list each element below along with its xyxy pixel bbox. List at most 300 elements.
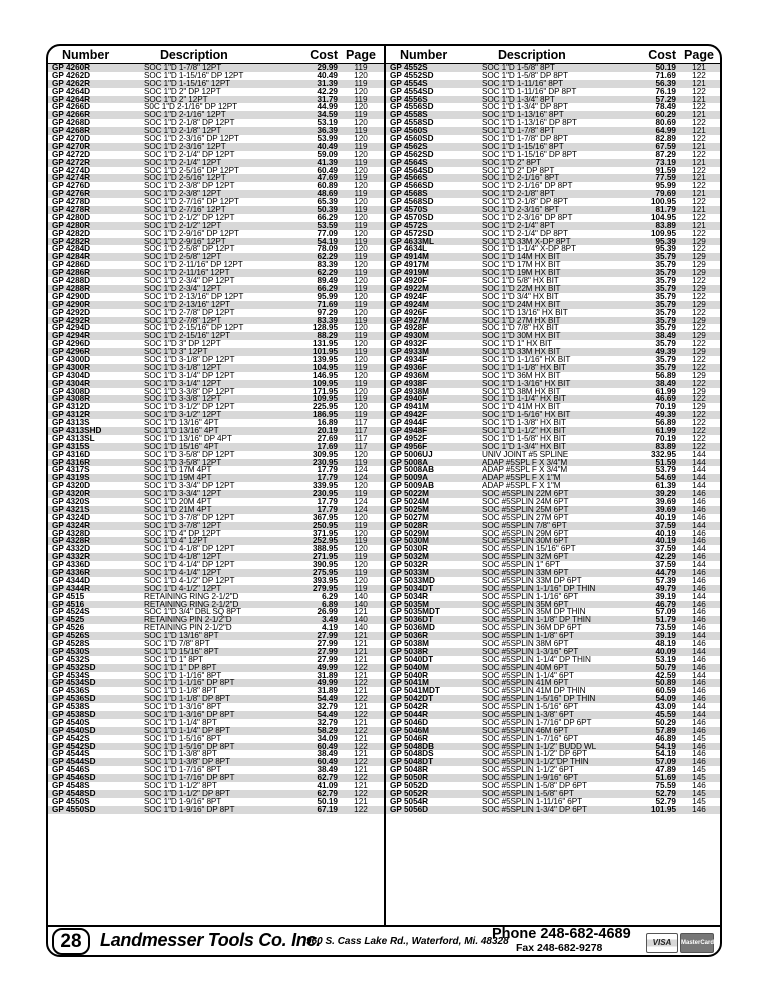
part-number: GP 4320D [52, 482, 91, 491]
header-number: Number [62, 48, 110, 62]
part-number: GP 4286R [52, 269, 91, 278]
part-description: SOC 1"D 13/16" HX BIT [482, 308, 568, 317]
part-cost: 35.79 [655, 283, 676, 293]
catalog-page-ref: 146 [692, 654, 706, 664]
part-cost: 58.29 [317, 725, 338, 735]
part-description: SOC 1"D 1-3/4" 8PT [482, 95, 555, 104]
part-number: GP 5029M [390, 529, 429, 538]
catalog-page-ref: 146 [692, 552, 706, 562]
part-description: SOC 1"D 4-1/2" 12PT [144, 584, 222, 593]
catalog-page-ref: 146 [692, 536, 706, 546]
part-number: GP 4321S [52, 505, 90, 514]
part-number: GP 4294R [52, 332, 91, 341]
part-number: GP 4316R [52, 458, 91, 467]
part-description: SOC #5SPLIN 1-1/2" 6PT [482, 766, 574, 775]
catalog-page-ref: 120 [354, 149, 368, 159]
part-cost: 40.49 [317, 70, 338, 80]
catalog-page-ref: 140 [354, 615, 368, 625]
part-cost: 17.79 [317, 504, 338, 514]
catalog-page-ref: 129 [692, 347, 706, 357]
part-description: SOC #5SPLIN 1-1/8" 6PT [482, 632, 574, 641]
part-description: SOC 1"D 4" 12PT [144, 537, 208, 546]
part-cost: 97.29 [317, 307, 338, 317]
part-cost: 73.19 [655, 157, 676, 167]
part-number: GP 4344D [52, 576, 91, 585]
part-cost: 61.39 [655, 481, 676, 491]
part-number: GP 4534SD [52, 679, 96, 688]
part-description: SOC 1"D 1-1/4" X-DP 8PT [482, 245, 576, 254]
part-description: SOC 1"D 19M HX BIT [482, 269, 561, 278]
catalog-page-ref: 117 [354, 441, 368, 451]
part-cost: 70.19 [655, 433, 676, 443]
part-description: SOC 1"D 1-5/16" DP 8PT [144, 742, 235, 751]
part-number: GP 4290R [52, 300, 91, 309]
part-number: GP 4288R [52, 284, 91, 293]
part-description: RETAINING PIN 2-1/2"D [144, 616, 232, 625]
page-number: 28 [52, 928, 90, 955]
part-number: GP 5048DB [390, 742, 434, 751]
part-cost: 41.09 [317, 781, 338, 791]
catalog-page-ref: 121 [692, 126, 706, 136]
part-description: SOC #5SPLIN 1-7/16" 6PT [482, 734, 579, 743]
part-description: SOC 1"D 2-5/8" DP 12PT [144, 245, 235, 254]
part-description: SOC 1"D 2-13/16" 12PT [144, 300, 231, 309]
part-cost: 100.95 [650, 197, 676, 207]
part-description: SOC 1"D 2-5/16" DP 12PT [144, 166, 239, 175]
part-description: SOC 1"D 1-3/16" HX BIT [482, 379, 571, 388]
part-cost: 62.29 [317, 252, 338, 262]
part-cost: 37.59 [655, 544, 676, 554]
part-description: SOC 1"D 13/16" DP 4PT [144, 434, 232, 443]
part-description: SOC #5SPLIN 1-5/16" 6PT [482, 703, 579, 712]
part-description: SOC 1"D 1-7/16" 8PT [144, 766, 222, 775]
part-number: GP 4316D [52, 450, 91, 459]
part-number: GP 4560S [390, 127, 428, 136]
part-number: GP 4914M [390, 253, 429, 262]
part-cost: 71.69 [317, 299, 338, 309]
catalog-page-ref: 144 [692, 449, 706, 459]
phone-number: Phone 248-682-4689 [492, 926, 631, 942]
part-number: GP 5040DT [390, 655, 434, 664]
part-number: GP 4538S [52, 703, 90, 712]
part-cost: 88.29 [317, 331, 338, 341]
part-cost: 51.69 [655, 773, 676, 783]
part-cost: 78.49 [655, 102, 676, 112]
part-number: GP 5044R [390, 711, 429, 719]
catalog-page-ref: 144 [692, 457, 706, 467]
part-cost: 51.79 [655, 615, 676, 625]
part-number: GP 4528S [52, 640, 90, 648]
catalog-page-ref: 121 [354, 607, 368, 617]
part-cost: 50.89 [655, 678, 676, 688]
part-number: GP 4308R [52, 395, 91, 404]
part-description: SOC 1"D 2" DP 8PT [482, 166, 555, 175]
catalog-page-ref: 146 [692, 623, 706, 633]
part-description: SOC 1"D 1-1/8" DP 8PT [144, 695, 230, 704]
part-cost: 101.95 [650, 804, 676, 814]
catalog-page-ref: 120 [354, 339, 368, 349]
part-number: GP 4542S [52, 734, 90, 743]
catalog-page-ref: 122 [692, 165, 706, 175]
part-cost: 61.99 [655, 425, 676, 435]
catalog-page-ref: 119 [354, 568, 368, 577]
part-cost: 54.69 [655, 473, 676, 483]
part-description: SOC #5SPLIN 1" 6PT [482, 561, 561, 569]
catalog-page-ref: 120 [354, 212, 368, 222]
part-number: GP 4556S [390, 95, 428, 104]
catalog-page-ref: 121 [354, 631, 368, 641]
part-cost: 40.49 [317, 141, 338, 151]
part-cost: 250.95 [312, 520, 338, 530]
part-description: SOC 1"D 7/8" HX BIT [482, 324, 559, 333]
part-description: SOC 1"D 4-1/8" 12PT [144, 553, 222, 562]
catalog-page-ref: 144 [692, 544, 706, 554]
part-description: SOC 1"D 17M 4PT [144, 466, 212, 475]
left-table-body [48, 64, 385, 814]
part-cost: 279.95 [312, 583, 338, 593]
part-description: SOC #5SPLIN 1-7/16" DP 6PT [482, 718, 592, 727]
part-cost: 42.29 [655, 552, 676, 562]
catalog-page-ref: 121 [354, 796, 368, 806]
part-cost: 65.39 [317, 197, 338, 207]
catalog-page-ref: 122 [692, 70, 706, 80]
part-number: GP 5046M [390, 726, 429, 735]
part-description: SOC #5SPLIN 40M 6PT [482, 663, 569, 672]
catalog-page-ref: 140 [354, 591, 368, 601]
part-number: GP 4532SD [52, 663, 96, 672]
part-number: GP 4328D [52, 529, 91, 538]
part-cost: 79.69 [655, 189, 676, 199]
part-cost: 40.09 [655, 646, 676, 656]
catalog-page-ref: 122 [692, 354, 706, 364]
part-description: SOC 1"D 1-1/4" DP 8PT [144, 726, 230, 735]
part-number: GP 4308D [52, 387, 91, 396]
part-number: GP 4324D [52, 513, 91, 522]
part-cost: 89.49 [317, 276, 338, 286]
part-cost: 109.95 [312, 378, 338, 388]
catalog-page-ref: 145 [692, 733, 706, 743]
catalog-page-ref: 129 [692, 268, 706, 278]
catalog-page-ref: 119 [354, 347, 368, 357]
part-cost: 95.39 [655, 236, 676, 246]
part-description: SOC 1"D 2-5/8" 12PT [144, 253, 222, 262]
part-description: RETAINING RING 2-1/2"D [144, 592, 239, 601]
part-description: SOC 1"D 3-7/8" 12PT [144, 521, 222, 530]
catalog-page-ref: 145 [692, 788, 706, 798]
part-description: SOC 1"D 24M HX BIT [482, 300, 561, 309]
part-number: GP 4552S [390, 64, 428, 72]
part-number: GP 5052R [390, 789, 429, 798]
part-number: GP 4920F [390, 277, 428, 285]
part-description: SOC 1"D 1-5/16" HX BIT [482, 411, 571, 420]
part-number: GP 4274D [52, 166, 91, 175]
part-cost: 66.29 [317, 212, 338, 222]
part-cost: 50.29 [655, 717, 676, 727]
part-cost: 56.89 [655, 370, 676, 380]
part-number: GP 4536S [52, 687, 90, 696]
catalog-page-ref: 119 [354, 410, 368, 420]
part-description: SOC 1"D 4-1/4" 12PT [144, 569, 222, 577]
catalog-page-ref: 119 [354, 126, 368, 136]
part-number: GP 4560SD [390, 135, 434, 143]
catalog-page-ref: 120 [354, 575, 368, 585]
part-description: SOC #5SPLIN 33M 6PT [482, 569, 569, 577]
part-cost: 53.79 [655, 465, 676, 475]
mastercard-icon: MasterCard [680, 933, 714, 953]
catalog-page-ref: 129 [692, 283, 706, 293]
part-description: SOC 1"D 1-1/4" 8PT [144, 718, 217, 727]
part-description: SOC #5SPLIN 25M 6PT [482, 505, 569, 514]
part-description: RETAINING RING 2-1/2"D [144, 600, 239, 609]
part-description: UNIV JOINT #5 SPLINE [482, 450, 569, 459]
part-cost: 225.95 [312, 402, 338, 412]
catalog-page-ref: 120 [354, 528, 368, 538]
part-cost: 104.95 [312, 362, 338, 372]
catalog-page-ref: 144 [692, 670, 706, 680]
catalog-page-ref: 119 [354, 283, 368, 293]
part-number: GP 5041M [390, 679, 429, 688]
part-number: GP 4568S [390, 190, 428, 199]
part-description: SOC #5SPLIN 7/8" 6PT [482, 521, 567, 530]
catalog-page-ref: 124 [354, 496, 368, 506]
part-cost: 60.49 [317, 165, 338, 175]
part-number: GP 4924M [390, 300, 429, 309]
catalog-page-ref: 120 [354, 560, 368, 570]
part-description: SOC 1"D 1-3/4" HX BIT [482, 442, 566, 451]
part-description: SOC 1"D 19M 4PT [144, 474, 212, 483]
part-description: SOC 1"D 2" 8PT [482, 158, 542, 167]
part-cost: 76.19 [655, 86, 676, 96]
part-cost: 16.89 [317, 418, 338, 428]
catalog-page-ref: 120 [354, 449, 368, 459]
header-cost: Cost [648, 48, 676, 62]
part-number: GP 5042R [390, 703, 429, 712]
part-description: SOC 1"D 1-1/8" 8PT [144, 687, 217, 696]
catalog-page-ref: 121 [354, 749, 368, 759]
part-cost: 82.89 [655, 134, 676, 144]
part-description: SOC #5SPLIN 1-5/8" 6PT [482, 789, 574, 798]
part-cost: 59.09 [317, 149, 338, 159]
part-number: GP 4336R [52, 569, 91, 577]
catalog-page-ref: 146 [692, 607, 706, 617]
catalog-page-ref: 122 [692, 149, 706, 159]
catalog-page-ref: 121 [354, 639, 368, 649]
visa-card-icon: VISA [646, 933, 678, 953]
part-number: GP 4536SD [52, 695, 96, 704]
part-number: GP 4562S [390, 142, 428, 151]
part-cost: 35.79 [655, 276, 676, 286]
catalog-page-ref: 120 [354, 86, 368, 96]
part-cost: 332.95 [650, 449, 676, 459]
part-cost: 39.29 [655, 489, 676, 499]
catalog-page-ref: 119 [354, 268, 368, 278]
part-number: GP 5030M [390, 537, 429, 546]
catalog-page-ref: 145 [692, 796, 706, 806]
part-cost: 95.99 [317, 291, 338, 301]
part-description: SOC 1"D 3" 12PT [144, 348, 208, 356]
part-cost: 39.69 [655, 504, 676, 514]
part-cost: 46.79 [655, 599, 676, 609]
part-cost: 38.49 [655, 331, 676, 341]
catalog-page-ref: 119 [354, 378, 368, 388]
part-number: GP 4312D [52, 403, 91, 412]
part-description: SOC 1"D 2-3/8" DP 12PT [144, 182, 235, 191]
part-cost: 53.19 [655, 654, 676, 664]
part-description: SOC 1"D 1-5/8" 8PT [482, 64, 555, 72]
part-number: GP 4272R [52, 158, 91, 167]
part-description: SOC 1"D 2-11/16" DP 12PT [144, 261, 243, 270]
part-number: GP 5041MDT [390, 687, 440, 696]
part-cost: 95.99 [655, 181, 676, 191]
catalog-page-ref: 146 [692, 741, 706, 751]
catalog-page-ref: 144 [692, 465, 706, 475]
part-number: GP 5008AB [390, 466, 434, 475]
catalog-page-ref: 140 [354, 599, 368, 609]
part-number: GP 4538SD [52, 711, 96, 719]
catalog-page-ref: 122 [354, 757, 368, 767]
part-cost: 75.59 [655, 781, 676, 791]
part-description: SOC 1"D 1-1/8" HX BIT [482, 363, 566, 372]
catalog-page-ref: 120 [354, 244, 368, 254]
part-cost: 49.99 [317, 662, 338, 672]
part-description: SOC #5SPLIN 1-5/8" DP 6PT [482, 782, 587, 790]
part-cost: 83.39 [317, 260, 338, 270]
part-number: GP 4270R [52, 142, 91, 151]
part-number: GP 5032R [390, 561, 429, 569]
part-cost: 52.79 [655, 788, 676, 798]
part-number: GP 4300R [52, 363, 91, 372]
part-description: SOC 1"D 20M 4PT [144, 497, 212, 506]
part-number: GP 4540SD [52, 726, 96, 735]
part-cost: 35.79 [655, 268, 676, 278]
part-number: GP 4276D [52, 182, 91, 191]
part-description: SOC #5SPLIN 35M DP THIN [482, 608, 586, 617]
part-number: GP 5038R [390, 647, 429, 656]
catalog-page-ref: 129 [692, 331, 706, 341]
catalog-page-ref: 121 [354, 781, 368, 791]
part-cost: 60.59 [655, 686, 676, 696]
part-number: GP 4558S [390, 111, 428, 120]
part-cost: 36.39 [317, 126, 338, 136]
part-cost: 38.49 [317, 749, 338, 759]
part-number: GP 4344R [52, 584, 91, 593]
part-number: GP 4932F [390, 340, 428, 349]
part-cost: 67.19 [317, 804, 338, 814]
part-description: SOC 1"D 5/8" HX BIT [482, 277, 559, 285]
part-number: GP 4562SD [390, 150, 434, 159]
part-cost: 95.39 [655, 244, 676, 254]
catalog-page-ref: 122 [692, 433, 706, 443]
part-cost: 31.79 [317, 94, 338, 104]
part-description: SOC 1"D 2-1/8" 12PT [144, 127, 222, 136]
part-cost: 35.79 [655, 354, 676, 364]
catalog-page-ref: 122 [354, 741, 368, 751]
part-description: SOC 1"D 2-9/16" 12PT [144, 237, 226, 246]
part-cost: 54.19 [655, 741, 676, 751]
part-description: SOC 1"D 1-15/16" 8PT [482, 142, 564, 151]
part-description: SOC 1"D 3-3/8" DP 12PT [144, 387, 235, 396]
part-description: SOC 1"D 2-1/4" DP 12PT [144, 150, 235, 159]
part-cost: 309.95 [312, 449, 338, 459]
catalog-page-ref: 119 [354, 315, 368, 325]
part-description: SOC #5SPLIN 1-3/16" 6PT [482, 647, 579, 656]
part-cost: 40.19 [655, 512, 676, 522]
part-cost: 6.89 [322, 599, 338, 609]
catalog-page-ref: 144 [692, 560, 706, 570]
part-cost: 230.95 [312, 457, 338, 467]
part-description: SOC 1"D 1-9/16" DP 8PT [144, 805, 235, 814]
catalog-page-ref: 120 [354, 291, 368, 301]
part-number: GP 4922M [390, 284, 429, 293]
left-column [48, 46, 385, 925]
catalog-page-ref: 122 [692, 86, 706, 96]
part-cost: 45.59 [655, 710, 676, 720]
catalog-page-ref: 120 [354, 402, 368, 412]
catalog-page-ref: 122 [692, 323, 706, 333]
part-number: GP 4544S [52, 750, 90, 759]
part-cost: 57.29 [655, 94, 676, 104]
part-cost: 83.39 [317, 315, 338, 325]
catalog-page-ref: 117 [354, 433, 368, 443]
part-number: GP 4634L [390, 245, 428, 254]
left-header-row [48, 46, 385, 64]
part-cost: 230.95 [312, 489, 338, 499]
part-description: SOC #5SPLIN 27M 6PT [482, 513, 569, 522]
catalog-page-ref: 119 [354, 110, 368, 120]
part-number: GP 4919M [390, 269, 429, 278]
catalog-page-ref: 119 [354, 220, 368, 230]
part-description: SOC 1"D 1-5/8" HX BIT [482, 434, 566, 443]
company-address: 960 S. Cass Lake Rd., Waterford, Mi. 48328 [306, 936, 509, 947]
catalog-page-ref: 120 [354, 181, 368, 191]
part-cost: 61.99 [655, 386, 676, 396]
part-number: GP 4936M [390, 371, 429, 380]
part-description: SOC 1"D 1-3/8" 8PT [144, 750, 217, 759]
catalog-page-ref: 129 [692, 299, 706, 309]
catalog-page-ref: 121 [692, 141, 706, 151]
part-cost: 49.39 [655, 410, 676, 420]
part-number: GP 4284R [52, 253, 91, 262]
part-number: GP 5035MDT [390, 608, 440, 617]
catalog-page-ref: 119 [354, 457, 368, 467]
part-description: SOC 1"D 3-1/2" 12PT [144, 411, 222, 420]
header-cost: Cost [310, 48, 338, 62]
catalog-page-ref: 120 [354, 260, 368, 270]
part-description: SOC 1"D 36M HX BIT [482, 371, 561, 380]
catalog-page-ref: 119 [354, 63, 368, 72]
catalog-page-ref: 146 [692, 662, 706, 672]
part-description: ADAP #5SPL F X 3/4"M [482, 458, 568, 467]
part-number: GP 5006UJ [390, 450, 433, 459]
catalog-page-ref: 146 [692, 804, 706, 814]
part-number: GP 4564SD [390, 166, 434, 175]
part-number: GP 4546SD [52, 774, 96, 783]
part-description: SOC 1"D 15/16" 4PT [144, 442, 219, 451]
part-description: SOC 1"D 2-1/16" DP 8PT [482, 182, 573, 191]
catalog-page-ref: 122 [354, 662, 368, 672]
part-number: GP 4296D [52, 340, 91, 349]
part-description: SOC 1"D 38M HX BIT [482, 387, 561, 396]
catalog-page-ref: 121 [692, 205, 706, 215]
catalog-page-ref: 122 [692, 418, 706, 428]
part-number: GP 4315S [52, 442, 90, 451]
part-description: SOC 1"D 3-1/8" 12PT [144, 363, 222, 372]
part-description: SOC 1"D 3-3/4" DP 12PT [144, 482, 235, 491]
part-cost: 27.99 [317, 654, 338, 664]
part-number: GP 5052D [390, 782, 429, 790]
catalog-page-ref: 120 [354, 276, 368, 286]
part-description: SOC #5SPLIN 36M DP 6PT [482, 624, 582, 633]
